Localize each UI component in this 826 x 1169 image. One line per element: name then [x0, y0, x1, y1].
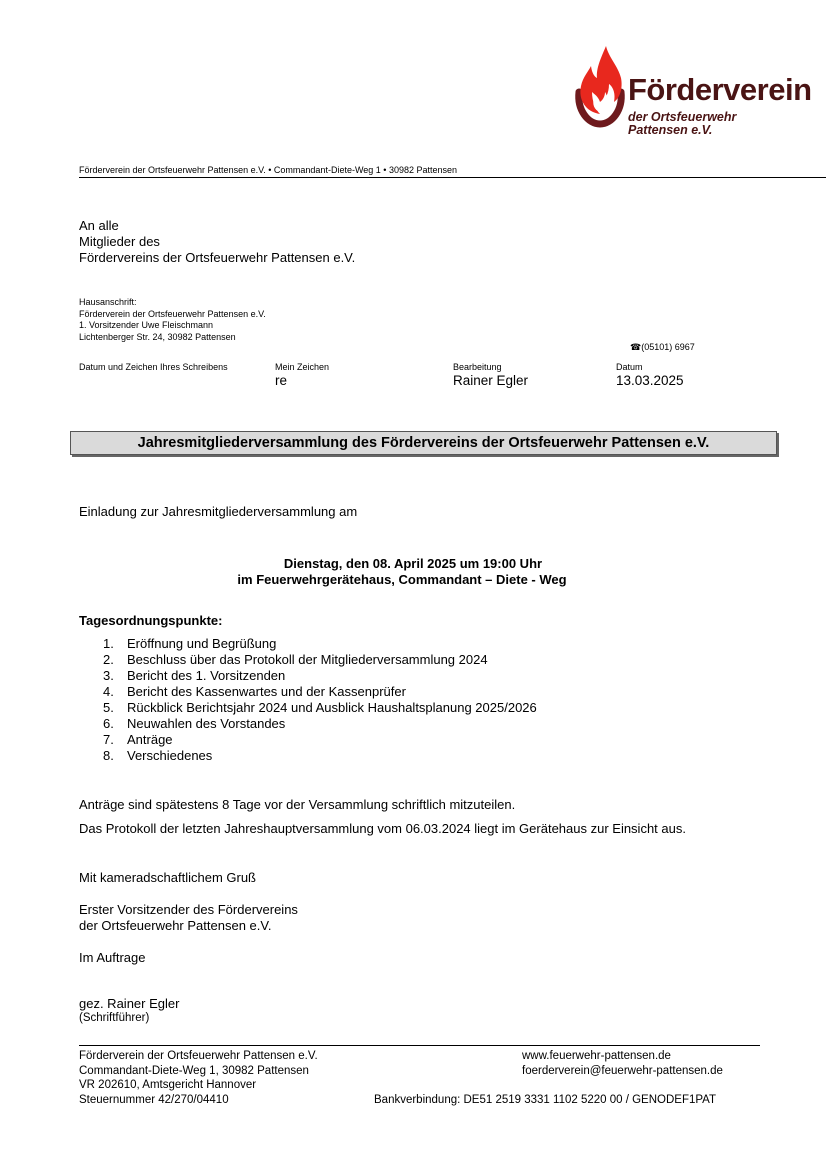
agenda-heading: Tagesordnungspunkte: [79, 613, 223, 628]
signature-role [79, 902, 298, 934]
agenda-item [79, 684, 537, 700]
phone-number: ☎(05101) 6967 [630, 342, 695, 352]
bearbeitung-value: Rainer Egler [453, 373, 529, 388]
logo [572, 44, 812, 137]
logo-subtitle: der Ortsfeuerwehr Pattensen e.V. [628, 110, 737, 137]
agenda-number: 2. [103, 652, 114, 667]
footer-divider [79, 1045, 760, 1046]
agenda-number: 6. [103, 716, 114, 731]
agenda-number: 7. [103, 732, 114, 747]
deadline-note: Anträge sind spätestens 8 Tage vor der Versammlung schriftlich mitzuteilen. [79, 797, 516, 812]
agenda-item [79, 652, 537, 668]
agenda-item [79, 732, 537, 748]
footer-line: VR 202610, Amtsgericht Hannover [79, 1079, 257, 1091]
hausanschrift-line: Förderverein der Ortsfeuerwehr Pattensen e.V. [79, 308, 266, 319]
footer-line: Commandant-Diete-Weg 1, 30982 Pattensen [79, 1064, 309, 1077]
signer-role: (Schriftführer) [79, 1012, 150, 1024]
footer-website[interactable]: www.feuerwehr-pattensen.de [522, 1050, 671, 1062]
agenda-text: Anträge [127, 732, 173, 747]
agenda-item [79, 636, 537, 652]
recipient-line: Mitglieder des [79, 234, 160, 249]
signature-role-line: Erster Vorsitzender des Fördervereins [79, 902, 298, 917]
recipient-line: Fördervereins der Ortsfeuerwehr Pattensen e.V. [79, 250, 356, 265]
agenda-number: 4. [103, 684, 114, 699]
event-place: im Feuerwehrgerätehaus, Commandant – Diete - Weg [237, 572, 567, 587]
event-date: Dienstag, den 08. April 2025 um 19:00 Uhr [283, 556, 543, 571]
mein-zeichen-value: re [275, 373, 288, 388]
signer-name: gez. Rainer Egler [79, 996, 180, 1011]
footer-bank: Bankverbindung: DE51 2519 3331 1102 5220 00 / GENODEF1PAT [374, 1093, 717, 1106]
agenda-item [79, 668, 537, 684]
agenda-text: Verschiedenes [127, 748, 213, 763]
agenda-text: Bericht des 1. Vorsitzenden [127, 668, 286, 683]
logo-title: Förderverein [628, 72, 812, 107]
sender-line: Förderverein der Ortsfeuerwehr Pattensen e.V. • Commandant-Diete-Weg 1 • 30982 Pattensen [79, 165, 458, 175]
agenda-text: Rückblick Berichtsjahr 2024 und Ausblick Haushaltsplanung 2025/2026 [127, 700, 537, 715]
invitation-text: Einladung zur Jahresmitgliederversammlung am [79, 504, 358, 519]
flame-logo-icon [572, 44, 628, 130]
ihr-zeichen-label: Datum und Zeichen Ihres Schreibens [79, 362, 228, 372]
recipient-line: An alle [79, 218, 119, 233]
datum-label: Datum [616, 362, 643, 372]
datum-value: 13.03.2025 [616, 373, 684, 388]
agenda-item [79, 716, 537, 732]
hausanschrift-line: 1. Vorsitzender Uwe Fleischmann [79, 320, 214, 330]
mein-zeichen-label: Mein Zeichen [275, 362, 330, 372]
agenda-text: Neuwahlen des Vorstandes [127, 716, 286, 731]
im-auftrage: Im Auftrage [79, 950, 146, 965]
greeting: Mit kameradschaftlichem Gruß [79, 870, 256, 885]
footer-address [79, 1049, 318, 1107]
agenda-item [79, 748, 537, 764]
agenda-number: 8. [103, 748, 114, 763]
hausanschrift-line: Hausanschrift: [79, 297, 137, 307]
agenda-text: Beschluss über das Protokoll der Mitgliederversammlung 2024 [127, 652, 488, 667]
document-title: Jahresmitgliederversammlung des Fördervereins der Ortsfeuerwehr Pattensen e.V. [70, 431, 777, 455]
agenda-number: 5. [103, 700, 114, 715]
agenda-number: 1. [103, 636, 114, 651]
footer-line: Steuernummer 42/270/04410 [79, 1093, 229, 1106]
signature-role-line: der Ortsfeuerwehr Pattensen e.V. [79, 918, 272, 933]
hausanschrift [79, 297, 266, 343]
agenda-list [79, 636, 537, 764]
header-divider [79, 177, 826, 178]
agenda-text: Bericht des Kassenwartes und der Kassenprüfer [127, 684, 406, 699]
hausanschrift-line: Lichtenberger Str. 24, 30982 Pattensen [79, 331, 236, 342]
protocol-note: Das Protokoll der letzten Jahreshauptversammlung vom 06.03.2024 liegt im Gerätehaus zur Einsicht aus. [79, 821, 686, 836]
footer-email[interactable]: foerderverein@feuerwehr-pattensen.de [522, 1064, 723, 1077]
agenda-text: Eröffnung und Begrüßung [127, 636, 277, 651]
recipient-address [79, 218, 355, 266]
agenda-item [79, 700, 537, 716]
bearbeitung-label: Bearbeitung [453, 362, 502, 372]
agenda-number: 3. [103, 668, 114, 683]
footer-line: Förderverein der Ortsfeuerwehr Pattensen e.V. [79, 1050, 318, 1062]
